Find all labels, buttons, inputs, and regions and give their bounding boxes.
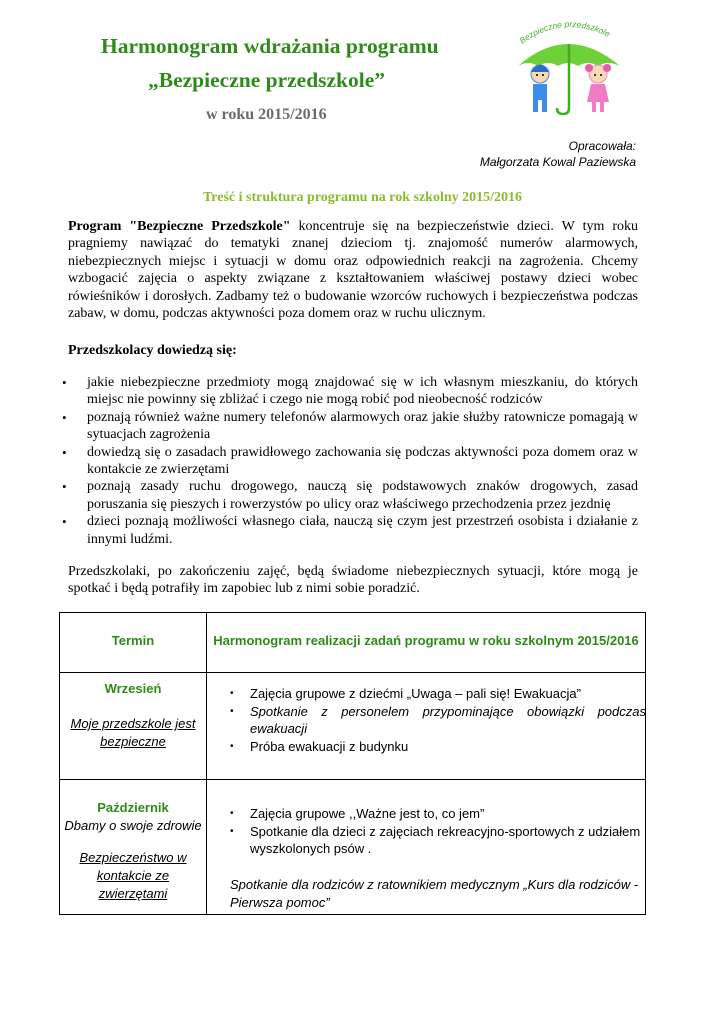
closing-paragraph: Przedszkolaki, po zakończeniu zajęć, będą świadome niebezpiecznych sytuacji, które mogą je spotkać i będą potrafiły im zapobiec lub z nimi sobie poradzić. bbox=[68, 564, 638, 597]
bullet-icon: • bbox=[62, 514, 67, 530]
table-divider bbox=[206, 613, 207, 914]
header-term: Termin bbox=[111, 633, 155, 648]
learn-heading: Przedszkolacy dowiedzą się: bbox=[68, 343, 237, 358]
bullet-icon: • bbox=[230, 808, 234, 819]
topic-label: Moje przedszkole jest bezpieczne bbox=[70, 716, 196, 749]
learn-list bbox=[62, 374, 638, 548]
bullet-icon: • bbox=[62, 375, 67, 390]
document-title: Harmonogram wdrażania programu bbox=[101, 34, 439, 58]
topic-label: Dbamy o swoje zdrowie bbox=[64, 818, 202, 833]
bullet-icon: • bbox=[62, 444, 67, 460]
list-item: • Spotkanie z personelem przypominające obowiązki podczas ewakuacji bbox=[230, 703, 646, 736]
list-item: • Zajęcia grupowe z dziećmi „Uwaga – pali się! Ewakuacja” bbox=[230, 686, 581, 701]
table-divider bbox=[60, 779, 645, 780]
parent-meeting: Spotkanie dla rodziców z ratownikiem medycznym „Kurs dla rodziców -Pierwsza pomoc” bbox=[230, 877, 639, 910]
row-month bbox=[60, 799, 206, 835]
row-month bbox=[60, 681, 206, 696]
month-label: Październik bbox=[97, 800, 169, 815]
header-plan: Harmonogram realizacji zadań programu w roku szkolnym 2015/2016 bbox=[213, 633, 639, 648]
topic-label: Bezpieczeństwo w kontakcie ze zwierzętami bbox=[79, 850, 187, 901]
row-tasks bbox=[230, 805, 646, 858]
table-divider bbox=[60, 672, 645, 673]
author-name: Małgorzata Kowal Paziewska bbox=[479, 155, 636, 169]
bullet-icon: • bbox=[230, 705, 234, 717]
school-year: w roku 2015/2016 bbox=[206, 106, 327, 123]
bullet-icon: • bbox=[230, 825, 234, 837]
svg-text:Bezpieczne przedszkole bbox=[518, 19, 613, 46]
row-tasks bbox=[230, 685, 646, 755]
section-subtitle: Treść i struktura programu na rok szkolny 2015/2016 bbox=[202, 190, 523, 205]
bullet-icon: • bbox=[62, 409, 67, 425]
row-topic bbox=[66, 715, 200, 751]
list-item: • dzieci poznają możliwości własnego ciała, nauczą się czym jest przestrzeń osobista i działanie z innymi ludźmi. bbox=[62, 514, 638, 547]
bullet-icon: • bbox=[230, 740, 234, 752]
intro-program-name: Program "Bezpieczne Przedszkole" bbox=[68, 219, 291, 234]
logo-text: Bezpieczne przedszkole bbox=[517, 18, 612, 46]
row-topic bbox=[74, 849, 192, 903]
list-item: • jakie niebezpieczne przedmioty mogą znajdować się w ich własnym mieszkaniu, do których miejsc nie powinny się zbliżać i czego nie mogą robić pod nieobecność rodziców bbox=[62, 375, 638, 408]
umbrella-children-logo bbox=[508, 14, 630, 118]
author-label: Opracowała: bbox=[568, 139, 636, 153]
schedule-table bbox=[59, 612, 646, 915]
bullet-icon: • bbox=[62, 479, 67, 495]
intro-text: koncentruje się na bezpieczeństwie dzieci. W tym roku pragniemy nawiązać do tematyki znanej dzieciom tj. znajomość numerów alarmowych, niebezpiecznych miejsc i sytuacji w domu oraz odpowiednich reakcji na zagrożenia. Chcemy wzbogacić zajęcia o aspekty związane z kształtowaniem właściwej postawy dzieci wobec rówieśników i dorosłych. Zadbamy też o budowanie wzorców ruchowych i bezpieczeństwa podczas zabaw, w domu, podczas aktywności poza domem oraz w ruchu ulicznym. bbox=[68, 219, 638, 322]
bullet-icon: • bbox=[230, 688, 234, 699]
program-name: „Bezpieczne przedszkole” bbox=[148, 68, 386, 92]
list-item: • Próba ewakuacji z budynku bbox=[230, 738, 409, 754]
list-item: • poznają również ważne numery telefonów alarmowych oraz jakie służby ratownicze pomagają w sytuacjach zagrożenia bbox=[62, 409, 638, 443]
list-item: • Zajęcia grupowe ,,Ważne jest to, co jem” bbox=[230, 806, 485, 821]
list-item: • poznają zasady ruchu drogowego, nauczą się podstawowych znaków drogowych, zasad poruszania się pieszych i rowerzystów po ulicy oraz właściwego przechodzenia przez jezdnię bbox=[62, 479, 638, 512]
list-item: • dowiedzą się o zasadach prawidłowego zachowania się podczas aktywności poza domem oraz w kontakcie ze zwierzętami bbox=[62, 444, 638, 478]
month-label: Wrzesień bbox=[104, 681, 162, 696]
list-item: • Spotkanie dla dzieci z zajęciach rekreacyjno-sportowych z udziałem wyszkolonych psów . bbox=[230, 823, 641, 856]
intro-paragraph bbox=[68, 218, 638, 322]
